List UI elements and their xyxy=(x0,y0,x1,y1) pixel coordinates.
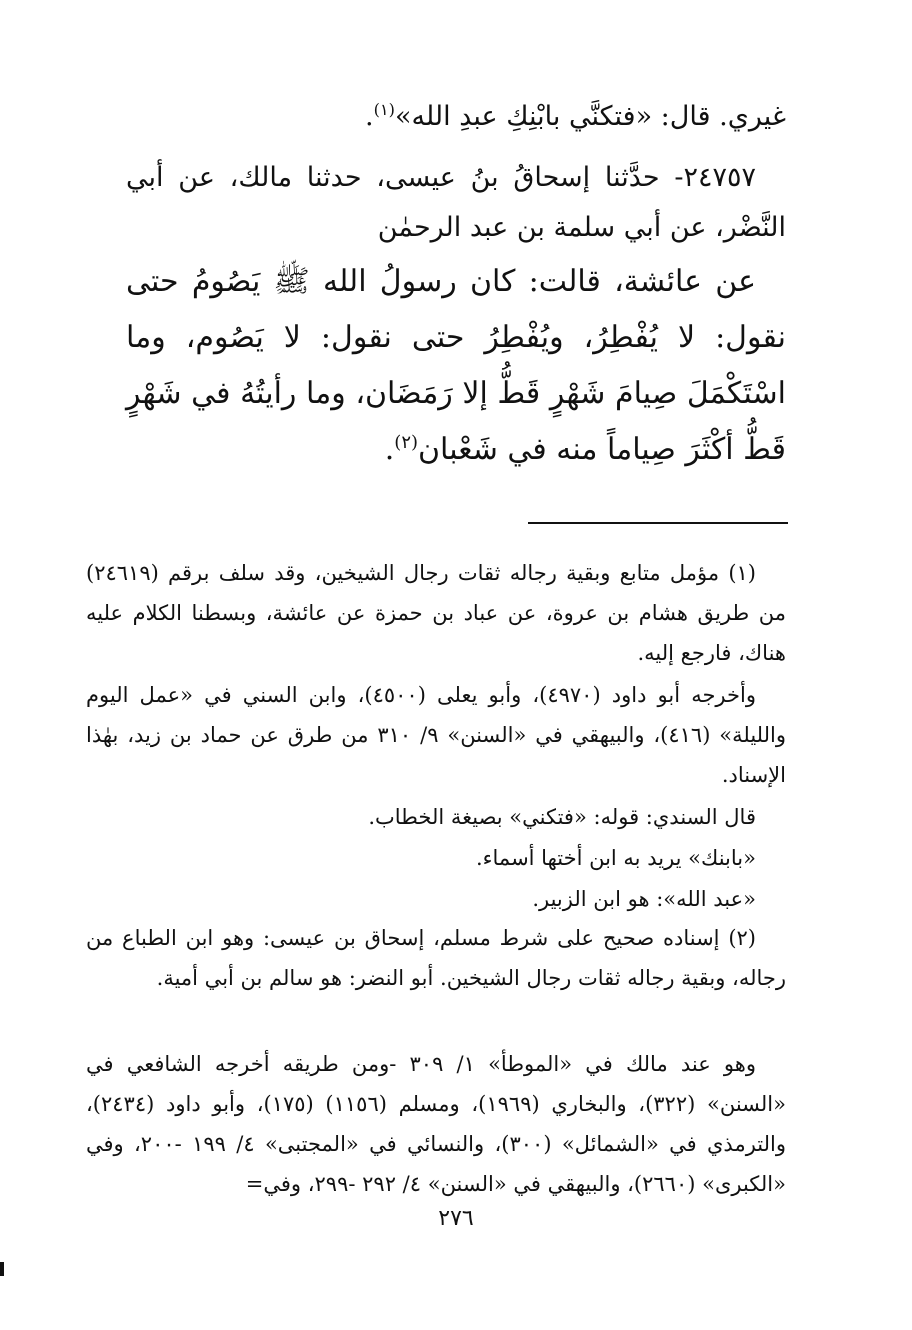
footnote-ref-1: (١) xyxy=(373,100,395,119)
scan-edge-mark xyxy=(0,1262,4,1276)
hadith-matn-end: . xyxy=(384,432,395,467)
previous-hadith-end: . xyxy=(365,101,374,132)
footnote-1-paragraph-1: (١) مؤمل متابع وبقية رجاله ثقات رجال الشيخين، وقد سلف برقم (٢٤٦١٩) من طريق هشام بن عروة، عن عباد بن حمزة عن عائشة، وبسطنا الكلام عليه هناك، فارجع إليه. xyxy=(86,561,786,665)
footnote-1-paragraph-4: «بابنك» يريد به ابن أختها أسماء. xyxy=(475,846,756,870)
hadith-matn xyxy=(126,254,786,478)
hadith-matn-text: عن عائشة، قالت: كان رسولُ الله ﷺ يَصُومُ حتى نقول: لا يُفْطِرُ، ويُفْطِرُ حتى نقول: لا يَصُوم، وما اسْتَكْمَلَ صِيامَ شَهْرٍ قَطُّ إلا رَمَضَان، وما رأيتُهُ في شَهْرٍ قَطُّ أكْثَرَ صِياماً منه في شَعْبان xyxy=(126,264,786,467)
footnote-2-paragraph-1: (٢) إسناده صحيح على شرط مسلم، إسحاق بن عيسى: وهو ابن الطباع من رجاله، وبقية رجاله ثقات رجال الشيخين. أبو النضر: هو سالم بن أبي أمية. xyxy=(86,926,786,990)
footnote-ref-2: (٢) xyxy=(394,432,419,453)
page-number: ٢٧٦ xyxy=(438,1206,474,1231)
footnote-2-paragraph-2: وهو عند مالك في «الموطأ» ١/ ٣٠٩ -ومن طريقه أخرجه الشافعي في «السنن» (٣٢٢)، والبخاري (١٩٦٩)، ومسلم (١١٥٦) (١٧٥)، وأبو داود (٢٤٣٤)، والترمذي في «الشمائل» (٣٠٠)، والنسائي في «المجتبى» ٤/ ١٩٩ -٢٠٠، وفي «الكبرى» (٢٦٦٠)، والبيهقي في «السنن» ٤/ ٢٩٢ -٢٩٩، وفي= xyxy=(86,1052,786,1196)
footnote-1-paragraph-5: «عبد الله»: هو ابن الزبير. xyxy=(532,887,756,911)
previous-hadith-ending xyxy=(126,92,786,142)
footnote-1-paragraph-2: وأخرجه أبو داود (٤٩٧٠)، وأبو يعلى (٤٥٠٠)، وابن السني في «عمل اليوم والليلة» (٤١٦)، والبيهقي في «السنن» ٩/ ٣١٠ من طرق عن حماد بن زيد، بهٰذا الإسناد. xyxy=(86,683,786,787)
previous-hadith-text: غيري. قال: «فتكنَّي بابْنِكِ عبدِ الله» xyxy=(394,101,786,132)
footnote-1-paragraph-3: قال السندي: قوله: «فتكني» بصيغة الخطاب. xyxy=(368,805,756,829)
footnote-separator xyxy=(528,522,788,524)
hadith-isnad: ٢٤٧٥٧- حدَّثنا إسحاقُ بنُ عيسى، حدثنا مالك، عن أبي النَّضْر، عن أبي سلمة بن عبد الرحمٰن xyxy=(126,162,786,243)
